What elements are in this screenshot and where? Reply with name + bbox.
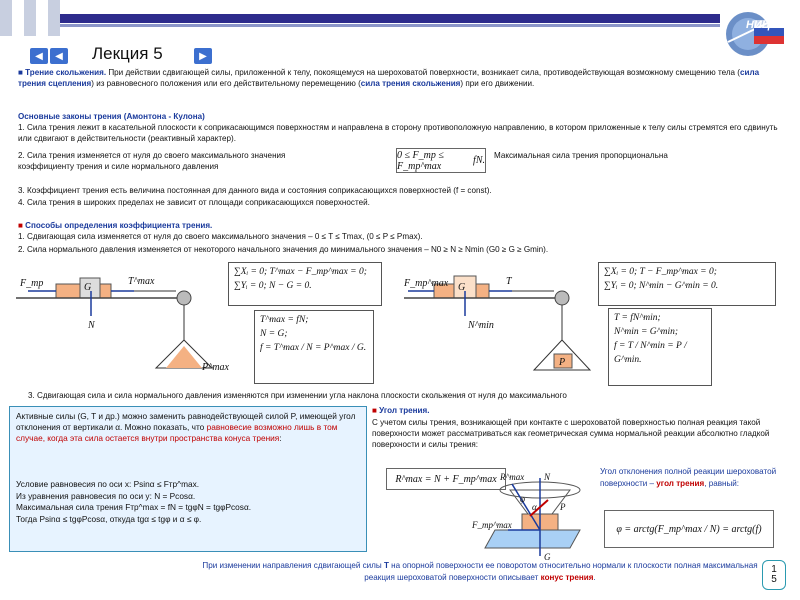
- cone-label-ftr: F_тр^max: [472, 520, 512, 530]
- angle-text: Угол отклонения полной реакции шероховатой поверхности –: [600, 467, 777, 488]
- derivation-line-2: Из уравнения равновесия по оси y: N = Pcosα.: [16, 490, 196, 501]
- footer-text: [200, 560, 760, 584]
- nav-first-button[interactable]: [30, 48, 48, 64]
- cone-label-n: N: [544, 472, 551, 482]
- bullet-icon: ■: [372, 406, 377, 415]
- right-result-eqs: [608, 308, 712, 386]
- friction-angle-heading: Угол трения.: [379, 406, 430, 415]
- cone-label-phi: φ: [520, 494, 525, 504]
- right-label-g: G: [458, 282, 466, 293]
- right-equilibrium-eqs: [598, 262, 776, 306]
- left-label-n: N: [88, 320, 95, 331]
- left-result-eqs: [254, 310, 374, 384]
- angle-term: угол трения: [656, 478, 705, 488]
- friction-cone-diagram: [470, 470, 600, 562]
- friction-angle-formula: φ = arctg(F_тр^max / N) = arctg(f): [604, 510, 774, 548]
- active-forces-text: Активные силы (G, T и др.) можно заменить равнодействующей силой P, имеющей угол отклонения от вертикали α. Можно показать, что: [16, 411, 356, 432]
- cone-label-alpha: α: [532, 502, 537, 512]
- intro-paragraph: [18, 68, 778, 90]
- right-eq-4: N^min = G^min;: [614, 327, 679, 337]
- nav-next-button[interactable]: [194, 48, 212, 64]
- prev-icon: ◀: [55, 50, 63, 62]
- page-number-top: 1: [771, 564, 777, 575]
- right-eq-5: f = T / N^min = P / G^min.: [614, 341, 687, 365]
- first-icon: ◀: [35, 50, 43, 62]
- friction-angle-text: С учетом силы трения, возникающей при контакте с шероховатой поверхностью полная реакция такой поверхности может рассматриваться как геометрическая сумма нормальной реакции абсолютно гладкой поверхности и силы трения:: [372, 418, 770, 449]
- law-2-formula-a: 0 ≤ F_тр ≤ F_тр^max: [397, 149, 444, 172]
- page-number-badge: [762, 560, 786, 590]
- footer-text-1: При изменении направления сдвигающей силы: [202, 561, 384, 570]
- intro-text-3: ) при его движении.: [460, 78, 535, 88]
- active-forces-box: [9, 406, 367, 552]
- page-number-bottom: 5: [771, 574, 777, 585]
- method-2: 2. Сила нормального давления изменяется от некоторого начального значения до минимального значения – N0 ≥ N ≥ Nmin (G0 ≥ G ≥ Gmin).: [18, 245, 549, 254]
- logo-text: НИЦ ТТ: [746, 19, 787, 31]
- friction-angle-definition: [600, 466, 780, 489]
- methods-heading: Способы определения коэффициента трения.: [25, 221, 213, 230]
- derivation-line-4: Тогда Psinα ≤ tgφPcosα, откуда tgα ≤ tgφ и α ≤ φ.: [16, 513, 202, 524]
- active-forces-derivation: [16, 479, 360, 525]
- footer-term: конус трения: [540, 573, 594, 582]
- law-2-right: Максимальная сила трения пропорциональна: [494, 151, 668, 160]
- intro-heading: Трение скольжения.: [25, 68, 107, 77]
- active-forces-condition: равновесие возможно лишь в том случае, когда эта сила остается внутри пространства конуса трения: [16, 422, 338, 443]
- left-pulley-diagram: [16, 258, 229, 388]
- method-3: 3. Сдвигающая сила и сила нормального давления изменяются при изменении угла наклона плоскости скольжения от нуля до максимального: [28, 391, 567, 400]
- left-equilibrium-eqs: [228, 262, 382, 306]
- bullet-icon: ■: [18, 68, 23, 77]
- active-forces-paragraph: [16, 411, 360, 444]
- left-eq-5: f = T^max / N = P^max / G.: [260, 343, 367, 353]
- left-eq-1: ∑Xᵢ = 0; T^max − F_тр^max = 0;: [234, 267, 367, 277]
- left-eq-4: N = G;: [260, 329, 288, 339]
- right-eq-3: T = fN^min;: [614, 313, 661, 323]
- left-eq-2: ∑Yᵢ = 0; N − G = 0.: [234, 281, 312, 291]
- friction-angle-heading-row: [372, 406, 430, 417]
- right-label-ftr: F_тр^max: [404, 278, 449, 289]
- bullet-icon: ■: [18, 221, 23, 230]
- footer-text-2: на опорной поверхности ее поворотом относительно нормали к плоскости полная максимальная реакция шероховатой поверхности описывает: [364, 561, 758, 582]
- method-1: 1. Сдвигающая сила изменяется от нуля до своего максимального значения – 0 ≤ T ≤ Tmax, (0 ≤ P ≤ Pmax).: [18, 232, 423, 241]
- left-label-g: G: [84, 282, 92, 293]
- niz-tt-logo: [718, 6, 790, 58]
- law-1: 1. Сила трения лежит в касательной плоскости к соприкасающимся поверхностям и направлена в сторону противоположную направлению, в котором приложенные к телу силы стремятся его сдвинуть или сдвигают в действительности (реактивный характер).: [18, 123, 778, 143]
- header-bar-shadow: [60, 24, 720, 27]
- right-label-p: P: [559, 357, 566, 368]
- left-label-tmax: T^max: [128, 276, 155, 287]
- footer-force-t: T: [383, 561, 389, 570]
- lecture-title: Лекция 5: [92, 44, 163, 63]
- left-label-pmax: P^max: [202, 362, 229, 373]
- derivation-line-1: Условие равновесия по оси x: Psinα ≤ Fтр^max.: [16, 479, 200, 489]
- header-bar: [60, 14, 720, 23]
- term-sliding-friction: сила трения скольжения: [360, 78, 461, 88]
- laws-heading: Основные законы трения (Амонтона - Кулона): [18, 112, 205, 121]
- left-eq-3: T^max = fN;: [260, 315, 309, 325]
- right-label-t: T: [506, 276, 512, 287]
- law-3: 3. Коэффициент трения есть величина постоянная для данного вида и состояния соприкасающихся поверхностей (f = const).: [18, 186, 492, 195]
- term-static-friction: сила трения сцепления: [18, 68, 760, 88]
- cone-label-g: G: [544, 552, 551, 562]
- right-eq-2: ∑Yᵢ = 0; N^min − G^min = 0.: [604, 281, 719, 291]
- left-label-ftr: F_тр: [20, 278, 44, 289]
- intro-text-2: ) из равновесного положения или его действительному перемещению (: [91, 78, 361, 88]
- cone-label-p: P: [560, 502, 566, 512]
- footer-end: .: [593, 573, 596, 582]
- law-2-formula: [396, 148, 486, 173]
- next-icon: ▶: [199, 50, 207, 62]
- reaction-formula: R^max = N + F_тр^max: [386, 468, 506, 490]
- cone-label-rmax: R^max: [500, 472, 525, 482]
- law-4: 4. Сила трения в широких пределах не зависит от площади соприкасающихся поверхностей.: [18, 198, 370, 207]
- law-2-line2: коэффициенту трения и силе нормального давления: [18, 162, 219, 171]
- intro-text-1: При действии сдвигающей силы, приложенной к телу, покоящемуся на шероховатой поверхности, возникает сила, противодействующая возможному смещению тела (: [106, 68, 740, 77]
- angle-end: , равный:: [704, 478, 740, 488]
- active-forces-colon: :: [279, 433, 282, 443]
- nav-prev-button[interactable]: [50, 48, 68, 64]
- methods-heading-row: [18, 221, 212, 232]
- right-eq-1: ∑Xᵢ = 0; T − F_тр^max = 0;: [604, 267, 717, 277]
- right-label-nmin: N^min: [468, 320, 494, 331]
- law-2-line1: 2. Сила трения изменяется от нуля до своего максимального значения: [18, 151, 286, 160]
- right-pulley-diagram: [404, 258, 604, 388]
- law-2-formula-b: fN.: [473, 155, 485, 166]
- derivation-line-3: Максимальная сила трения Fтр^max = fN = tgφN = tgφPcosα.: [16, 502, 252, 512]
